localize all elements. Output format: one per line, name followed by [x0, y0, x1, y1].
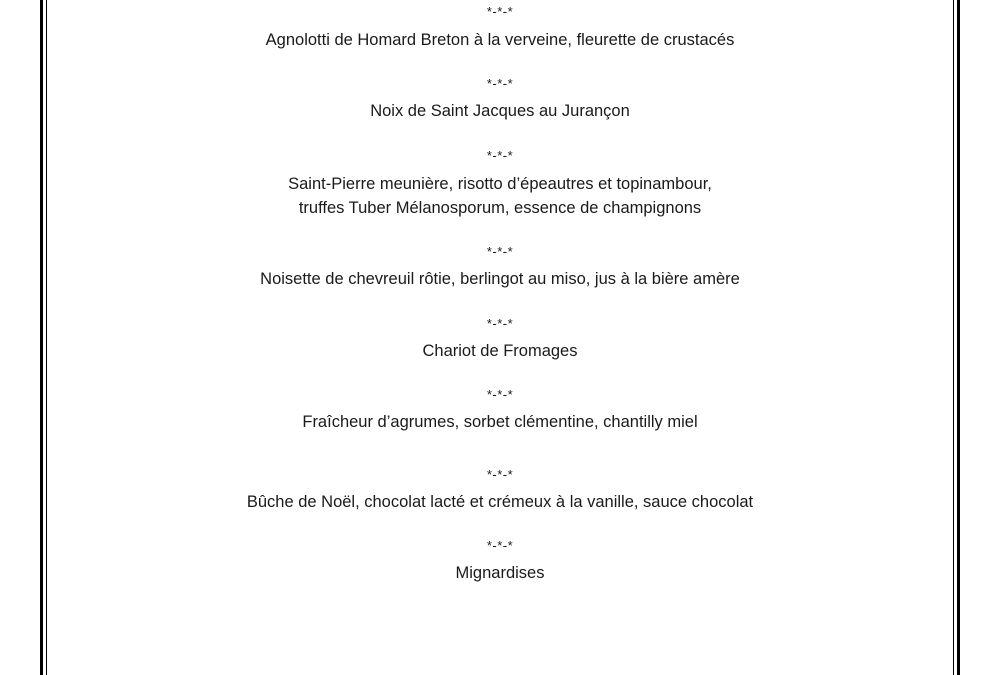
left-border-inner [46, 0, 47, 675]
course-8: Mignardises [455, 564, 545, 582]
right-border-inner [953, 0, 954, 675]
course-separator: *-*-* [486, 316, 514, 331]
course-6: Fraîcheur d’agrumes, sorbet clémentine, chantilly miel [302, 413, 698, 431]
course-separator: *-*-* [486, 387, 514, 402]
left-border-outer [40, 0, 43, 675]
course-separator: *-*-* [486, 244, 514, 259]
course-separator: *-*-* [486, 467, 514, 482]
course-separator: *-*-* [486, 148, 514, 163]
course-3-line-2: truffes Tuber Mélanosporum, essence de champignons [298, 199, 702, 217]
course-2: Noix de Saint Jacques au Jurançon [370, 102, 630, 120]
course-separator: *-*-* [486, 4, 514, 19]
course-separator: *-*-* [486, 538, 514, 553]
course-1: Agnolotti de Homard Breton à la verveine, fleurette de crustacés [265, 31, 735, 49]
course-4: Noisette de chevreuil rôtie, berlingot au miso, jus à la bière amère [260, 270, 740, 288]
course-7: Bûche de Noël, chocolat lacté et crémeux à la vanille, sauce chocolat [246, 493, 754, 511]
course-separator: *-*-* [486, 76, 514, 91]
right-border-outer [957, 0, 960, 675]
course-5: Chariot de Fromages [422, 342, 578, 360]
course-3-line-1: Saint-Pierre meunière, risotto d’épeautres et topinambour, [288, 175, 712, 193]
